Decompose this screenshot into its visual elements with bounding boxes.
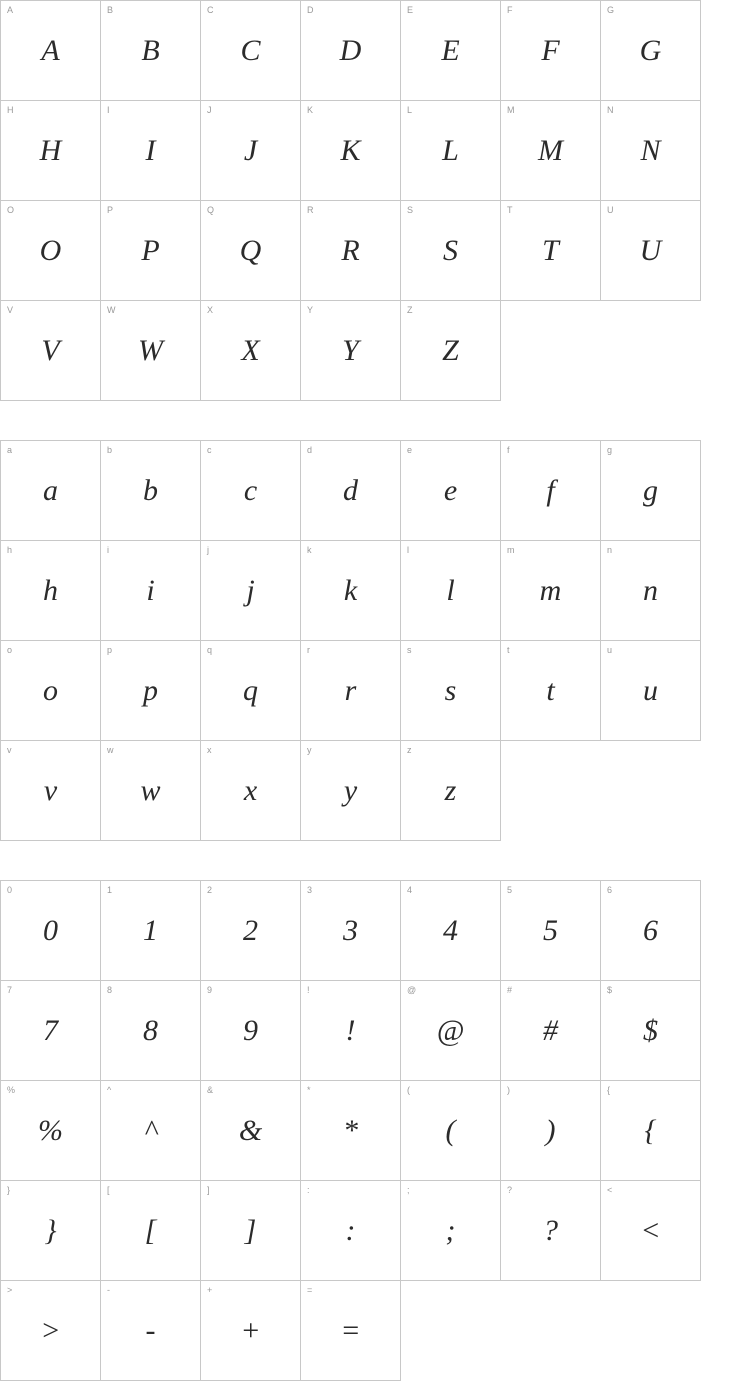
glyph-cell [301, 981, 401, 1081]
glyph-cell-label: C [207, 5, 214, 15]
glyph-cell [501, 201, 601, 301]
glyph-sample: < [640, 1213, 661, 1247]
glyph-sample: g [643, 473, 658, 507]
glyph-cell [301, 1, 401, 101]
glyph-sample: ] [244, 1213, 257, 1247]
glyph-cell-label: o [7, 645, 13, 655]
glyph-sample: % [38, 1113, 63, 1147]
glyph-cell [601, 1181, 701, 1281]
glyph-sample: ; [445, 1213, 456, 1247]
glyph-cell [101, 301, 201, 401]
glyph-cell [201, 301, 301, 401]
glyph-cell-label: F [507, 5, 513, 15]
glyph-cell [201, 101, 301, 201]
glyph-cell [1, 1081, 101, 1181]
glyph-sample: I [145, 133, 156, 167]
glyph-cell [101, 541, 201, 641]
glyph-sample: u [643, 673, 658, 707]
glyph-cell-label: f [507, 445, 510, 455]
glyph-sample: # [543, 1013, 558, 1047]
glyph-cell-label: b [107, 445, 113, 455]
glyph-cell [501, 641, 601, 741]
glyph-sample: S [443, 233, 458, 267]
glyph-sample: } [44, 1213, 57, 1247]
glyph-cell-label: h [7, 545, 13, 555]
glyph-cell-label: B [107, 5, 114, 15]
glyph-cell [501, 1, 601, 101]
glyph-sample: 7 [43, 1013, 58, 1047]
glyph-cell-label: 6 [607, 885, 613, 895]
glyph-cell-label: 4 [407, 885, 413, 895]
glyph-cell-label: z [407, 745, 412, 755]
glyph-sample: Q [239, 233, 262, 267]
glyph-cell [101, 981, 201, 1081]
glyph-sample: G [639, 33, 662, 67]
glyph-cell [401, 1081, 501, 1181]
glyph-sample: F [541, 33, 560, 67]
glyph-cell [501, 1081, 601, 1181]
glyph-cell-label: ? [507, 1185, 513, 1195]
glyph-cell [201, 1281, 301, 1381]
glyph-cell [1, 301, 101, 401]
glyph-cell [1, 881, 101, 981]
glyph-cell [501, 541, 601, 641]
glyph-cell [601, 201, 701, 301]
glyph-sample: Y [342, 333, 359, 367]
glyph-cell [401, 541, 501, 641]
digits-and-symbols-glyph-grid [0, 880, 701, 1381]
glyph-sample: O [39, 233, 62, 267]
glyph-cell [201, 1181, 301, 1281]
glyph-cell [501, 981, 601, 1081]
glyph-cell-label: } [7, 1185, 11, 1195]
glyph-cell-label: [ [107, 1185, 110, 1195]
glyph-sample: W [138, 333, 163, 367]
glyph-cell [1, 1, 101, 101]
glyph-cell [301, 1081, 401, 1181]
glyph-cell [301, 101, 401, 201]
glyph-cell [601, 1081, 701, 1181]
glyph-sample: 6 [643, 913, 658, 947]
glyph-cell [1, 541, 101, 641]
glyph-cell-label: V [7, 305, 14, 315]
glyph-cell [201, 741, 301, 841]
glyph-cell [501, 1181, 601, 1281]
glyph-cell-label: ; [407, 1185, 410, 1195]
glyph-sample: Z [442, 333, 459, 367]
glyph-cell [201, 881, 301, 981]
glyph-sample: s [444, 673, 457, 707]
glyph-cell-empty [601, 301, 701, 401]
glyph-cell [601, 1, 701, 101]
glyph-cell-label: v [7, 745, 12, 755]
glyph-cell [601, 881, 701, 981]
glyph-cell-label: T [507, 205, 513, 215]
glyph-sample: k [343, 573, 358, 607]
glyph-cell-label: e [407, 445, 413, 455]
glyph-cell-label: P [107, 205, 114, 215]
glyph-cell-label: x [207, 745, 212, 755]
glyph-cell-label: W [107, 305, 116, 315]
glyph-cell [501, 881, 601, 981]
glyph-sample: D [339, 33, 362, 67]
glyph-cell [401, 641, 501, 741]
glyph-cell [601, 441, 701, 541]
glyph-cell-label: ^ [107, 1085, 112, 1095]
glyph-cell-label: & [207, 1085, 214, 1095]
glyph-cell-label: X [207, 305, 214, 315]
glyph-cell [1, 201, 101, 301]
glyph-sample: $ [643, 1013, 658, 1047]
glyph-cell-label: 0 [7, 885, 13, 895]
glyph-cell [201, 541, 301, 641]
glyph-cell [301, 641, 401, 741]
glyph-sample: P [141, 233, 160, 267]
glyph-cell-empty [501, 741, 601, 841]
glyph-cell [201, 201, 301, 301]
glyph-sample: = [340, 1313, 361, 1347]
glyph-cell-label: 3 [307, 885, 313, 895]
glyph-cell-label: ! [307, 985, 310, 995]
glyph-cell-label: ( [407, 1085, 410, 1095]
glyph-sample: b [143, 473, 158, 507]
glyph-cell-label: U [607, 205, 614, 215]
glyph-cell-label: M [507, 105, 515, 115]
glyph-cell-label: c [207, 445, 212, 455]
glyph-cell [1, 981, 101, 1081]
glyph-sample: 5 [543, 913, 558, 947]
glyph-sample: + [240, 1313, 261, 1347]
glyph-cell-label: Y [307, 305, 314, 315]
glyph-cell-label: p [107, 645, 113, 655]
glyph-cell-label: N [607, 105, 614, 115]
glyph-sample: ) [545, 1113, 556, 1147]
glyph-cell-label: q [207, 645, 213, 655]
glyph-cell [401, 881, 501, 981]
glyph-cell [601, 641, 701, 741]
glyph-sample: ( [445, 1113, 456, 1147]
glyph-cell [401, 1181, 501, 1281]
glyph-cell-label: k [307, 545, 312, 555]
glyph-sample: f [546, 473, 555, 507]
glyph-sample: q [243, 673, 258, 707]
glyph-sample: y [343, 773, 358, 807]
glyph-cell [101, 741, 201, 841]
glyph-sample: m [539, 573, 562, 607]
glyph-sample: n [643, 573, 658, 607]
glyph-sample: c [243, 473, 258, 507]
glyph-sample: E [441, 33, 460, 67]
glyph-cell-label: 1 [107, 885, 113, 895]
glyph-cell-label: H [7, 105, 14, 115]
glyph-cell [301, 1181, 401, 1281]
glyph-sample: t [546, 673, 555, 707]
glyph-cell [301, 881, 401, 981]
glyph-cell [101, 101, 201, 201]
glyph-sample: 9 [243, 1013, 258, 1047]
glyph-cell-label: j [207, 545, 209, 555]
glyph-cell [1, 101, 101, 201]
glyph-sample: & [238, 1113, 263, 1147]
glyph-cell-label: Q [207, 205, 215, 215]
glyph-sample: ? [543, 1213, 558, 1247]
glyph-sample: M [538, 133, 563, 167]
glyph-cell [101, 641, 201, 741]
glyph-sample: N [640, 133, 661, 167]
glyph-cell [301, 201, 401, 301]
glyph-cell [401, 201, 501, 301]
glyph-cell [201, 981, 301, 1081]
glyph-sample: H [39, 133, 62, 167]
glyph-cell-label: E [407, 5, 414, 15]
glyph-cell-label: A [7, 5, 14, 15]
glyph-sample: C [240, 33, 261, 67]
glyph-cell-label: @ [407, 985, 417, 995]
glyph-sample: A [41, 33, 60, 67]
glyph-sample: > [40, 1313, 61, 1347]
glyph-sample: V [41, 333, 60, 367]
glyph-cell [401, 741, 501, 841]
glyph-sample: j [246, 573, 255, 607]
glyph-sample: * [343, 1113, 358, 1147]
glyph-cell [201, 641, 301, 741]
glyph-sample: i [146, 573, 155, 607]
glyph-cell-empty [601, 741, 701, 841]
glyph-sample: R [341, 233, 360, 267]
glyph-cell-label: n [607, 545, 613, 555]
glyph-cell-empty [501, 301, 601, 401]
glyph-cell-label: d [307, 445, 313, 455]
glyph-sample: { [644, 1113, 657, 1147]
glyph-sample: w [140, 773, 161, 807]
glyph-cell-label: S [407, 205, 414, 215]
glyph-cell-label: i [107, 545, 109, 555]
glyph-cell-label: 5 [507, 885, 513, 895]
glyph-cell-label: = [307, 1285, 313, 1295]
glyph-cell [401, 301, 501, 401]
glyph-cell-label: Z [407, 305, 413, 315]
glyph-sample: x [243, 773, 258, 807]
glyph-cell [101, 1, 201, 101]
glyph-cell-label: s [407, 645, 412, 655]
glyph-cell [501, 101, 601, 201]
glyph-cell [401, 1, 501, 101]
glyph-cell [301, 441, 401, 541]
glyph-cell-label: O [7, 205, 15, 215]
glyph-sample: r [344, 673, 357, 707]
glyph-sample: 3 [343, 913, 358, 947]
glyph-sample: @ [436, 1013, 465, 1047]
glyph-cell [301, 541, 401, 641]
glyph-sample: ! [345, 1013, 356, 1047]
glyph-cell-empty [401, 1281, 501, 1381]
glyph-cell [101, 441, 201, 541]
glyph-cell-label: t [507, 645, 510, 655]
glyph-cell [601, 101, 701, 201]
glyph-cell-label: G [607, 5, 615, 15]
glyph-cell [101, 881, 201, 981]
glyph-cell [201, 1, 301, 101]
glyph-cell [1, 1181, 101, 1281]
glyph-cell [401, 981, 501, 1081]
glyph-cell [201, 441, 301, 541]
glyph-cell [101, 1081, 201, 1181]
glyph-sample: U [639, 233, 662, 267]
glyph-cell-label: 2 [207, 885, 213, 895]
glyph-sample: ^ [144, 1113, 157, 1147]
glyph-cell [101, 1281, 201, 1381]
glyph-cell [301, 741, 401, 841]
glyph-cell [601, 981, 701, 1081]
glyph-cell-label: 7 [7, 985, 13, 995]
glyph-cell-empty [601, 1281, 701, 1381]
glyph-sample: - [145, 1313, 156, 1347]
glyph-cell [1, 741, 101, 841]
glyph-cell-label: + [207, 1285, 213, 1295]
glyph-sample: 2 [243, 913, 258, 947]
glyph-cell-label: 9 [207, 985, 213, 995]
glyph-cell [501, 441, 601, 541]
glyph-cell-label: L [407, 105, 413, 115]
glyph-cell-label: > [7, 1285, 13, 1295]
glyph-cell [301, 301, 401, 401]
uppercase-glyph-grid [0, 0, 701, 401]
glyph-sample: p [143, 673, 158, 707]
glyph-cell-label: a [7, 445, 13, 455]
glyph-cell-label: ] [207, 1185, 210, 1195]
glyph-cell-label: # [507, 985, 513, 995]
glyph-cell-label: { [607, 1085, 611, 1095]
glyph-cell [1, 441, 101, 541]
glyph-sample: T [542, 233, 559, 267]
glyph-sample: 8 [143, 1013, 158, 1047]
glyph-cell-label: I [107, 105, 110, 115]
uppercase-section [0, 0, 701, 401]
glyph-cell-label: l [407, 545, 409, 555]
glyph-cell [401, 101, 501, 201]
glyph-cell-label: < [607, 1185, 613, 1195]
glyph-cell-label: g [607, 445, 613, 455]
glyph-cell-label: J [207, 105, 212, 115]
glyph-sample: e [443, 473, 458, 507]
glyph-cell [101, 201, 201, 301]
lowercase-section [0, 440, 701, 841]
glyph-cell-label: : [307, 1185, 310, 1195]
glyph-sample: : [345, 1213, 356, 1247]
glyph-cell-label: % [7, 1085, 16, 1095]
glyph-sample: J [243, 133, 258, 167]
glyph-sample: o [43, 673, 58, 707]
glyph-sample: 1 [143, 913, 158, 947]
glyph-sample: z [444, 773, 457, 807]
glyph-sample: 0 [43, 913, 58, 947]
glyph-cell [1, 641, 101, 741]
glyph-cell [301, 1281, 401, 1381]
lowercase-glyph-grid [0, 440, 701, 841]
glyph-sample: v [43, 773, 58, 807]
glyph-cell-label: u [607, 645, 613, 655]
glyph-cell [1, 1281, 101, 1381]
glyph-cell [401, 441, 501, 541]
glyph-cell-label: - [107, 1285, 110, 1295]
glyph-cell-label: R [307, 205, 314, 215]
digits-and-symbols-section [0, 880, 701, 1381]
glyph-cell [601, 541, 701, 641]
glyph-cell [101, 1181, 201, 1281]
glyph-sample: d [343, 473, 358, 507]
glyph-cell-label: m [507, 545, 515, 555]
glyph-cell-label: D [307, 5, 314, 15]
glyph-sample: B [141, 33, 160, 67]
glyph-sample: l [446, 573, 455, 607]
glyph-cell-label: y [307, 745, 312, 755]
glyph-cell-empty [501, 1281, 601, 1381]
glyph-sample: L [442, 133, 459, 167]
glyph-cell-label: w [107, 745, 114, 755]
glyph-cell-label: $ [607, 985, 613, 995]
glyph-sample: [ [144, 1213, 157, 1247]
glyph-cell-label: * [307, 1085, 311, 1095]
glyph-sample: h [43, 573, 58, 607]
glyph-cell-label: ) [507, 1085, 510, 1095]
glyph-cell [201, 1081, 301, 1181]
glyph-cell-label: 8 [107, 985, 113, 995]
glyph-cell-label: r [307, 645, 310, 655]
glyph-sample: 4 [443, 913, 458, 947]
glyph-sample: K [340, 133, 361, 167]
glyph-sample: X [241, 333, 260, 367]
glyph-sample: a [43, 473, 58, 507]
glyph-cell-label: K [307, 105, 314, 115]
